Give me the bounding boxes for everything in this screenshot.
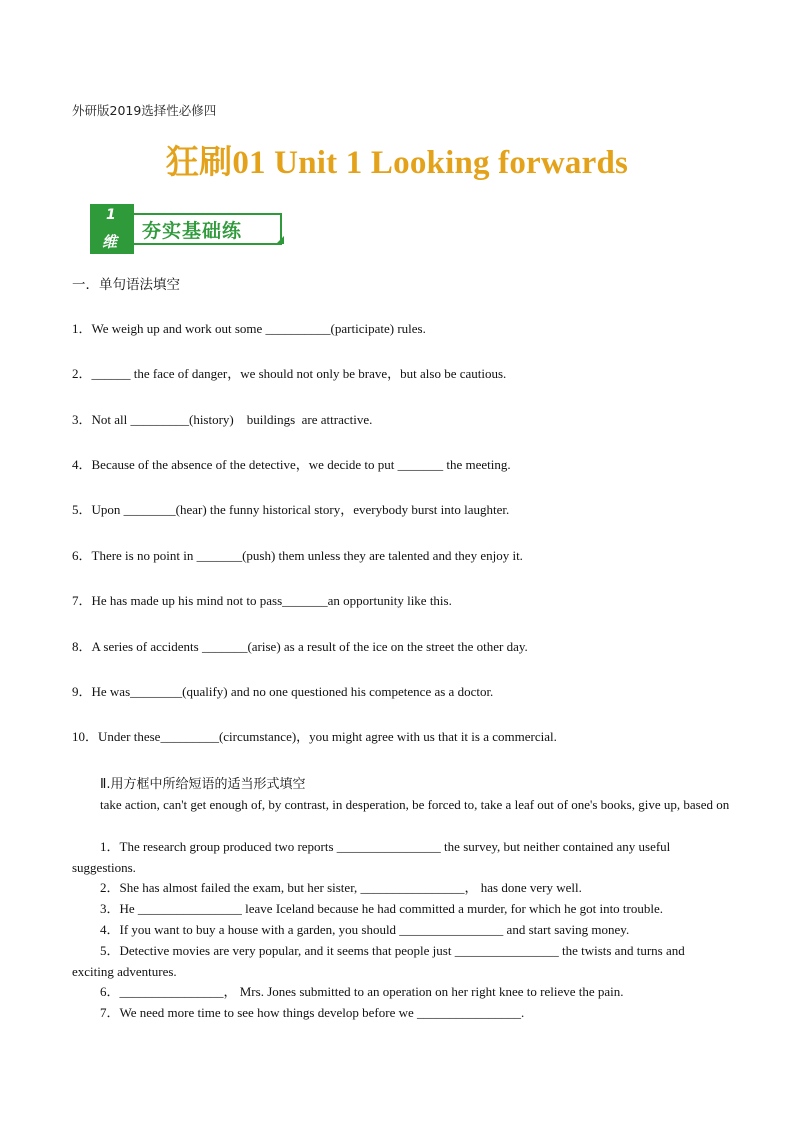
question-item: 3．Not all _________(history) buildings are attractive. xyxy=(72,412,373,427)
badge-suffix: 维 xyxy=(102,233,118,251)
question-item: 4．Because of the absence of the detective，we decide to put _______ the meeting. xyxy=(72,457,511,472)
header-note: 外研版2019选择性必修四 xyxy=(72,103,217,118)
question-item: 4．If you want to buy a house with a garden, you should ________________ and start saving money. xyxy=(100,922,630,937)
badge-label: 夯实基础练 xyxy=(142,220,243,242)
question-item: 5．Upon ________(hear) the funny historical story，everybody burst into laughter. xyxy=(72,502,510,517)
badge-label-box xyxy=(134,213,282,245)
badge-square xyxy=(90,204,134,254)
phrase-list: take action, can't get enough of, by contrast, in desperation, be forced to, take a leaf out of one's books, give up, based on xyxy=(100,797,730,812)
page-title: 狂刷01 Unit 1 Looking forwards xyxy=(165,145,629,181)
section-1-heading: 一．单句语法填空 xyxy=(72,277,180,293)
question-item: 2．______ the face of danger，we should not only be brave，but also be cautious. xyxy=(72,366,507,381)
question-item: 1．The research group produced two reports ________________ the survey, but neither contained any useful suggestions. xyxy=(72,839,671,875)
question-item: 5．Detective movies are very popular, and it seems that people just ________________ the twists and turns and exciting adventures. xyxy=(72,943,685,979)
question-item: 10．Under these_________(circumstance)，you might agree with us that it is a commercial. xyxy=(72,729,557,744)
question-item: 6．________________， Mrs. Jones submitted to an operation on her right knee to relieve the pain. xyxy=(100,984,624,999)
question-item: 1．We weigh up and work out some __________(participate) rules. xyxy=(72,321,426,336)
question-item: 8．A series of accidents _______(arise) as a result of the ice on the street the other day. xyxy=(72,639,528,654)
question-item: 6．There is no point in _______(push) them unless they are talented and they enjoy it. xyxy=(72,548,523,563)
question-item: 9．He was________(qualify) and no one questioned his competence as a doctor. xyxy=(72,684,494,699)
badge-corner-triangle xyxy=(276,236,284,244)
question-item: 7．We need more time to see how things develop before we ________________. xyxy=(100,1005,525,1020)
question-item: 7．He has made up his mind not to pass_______an opportunity like this. xyxy=(72,593,452,608)
section-2-heading: Ⅱ.用方框中所给短语的适当形式填空 xyxy=(100,777,306,792)
question-item: 3．He ________________ leave Iceland because he had committed a murder, for which he got into trouble. xyxy=(100,901,664,916)
section-badge xyxy=(90,204,286,254)
question-item: 2．She has almost failed the exam, but her sister, ________________， has done very well. xyxy=(100,880,582,895)
badge-number: 1 xyxy=(106,207,116,223)
